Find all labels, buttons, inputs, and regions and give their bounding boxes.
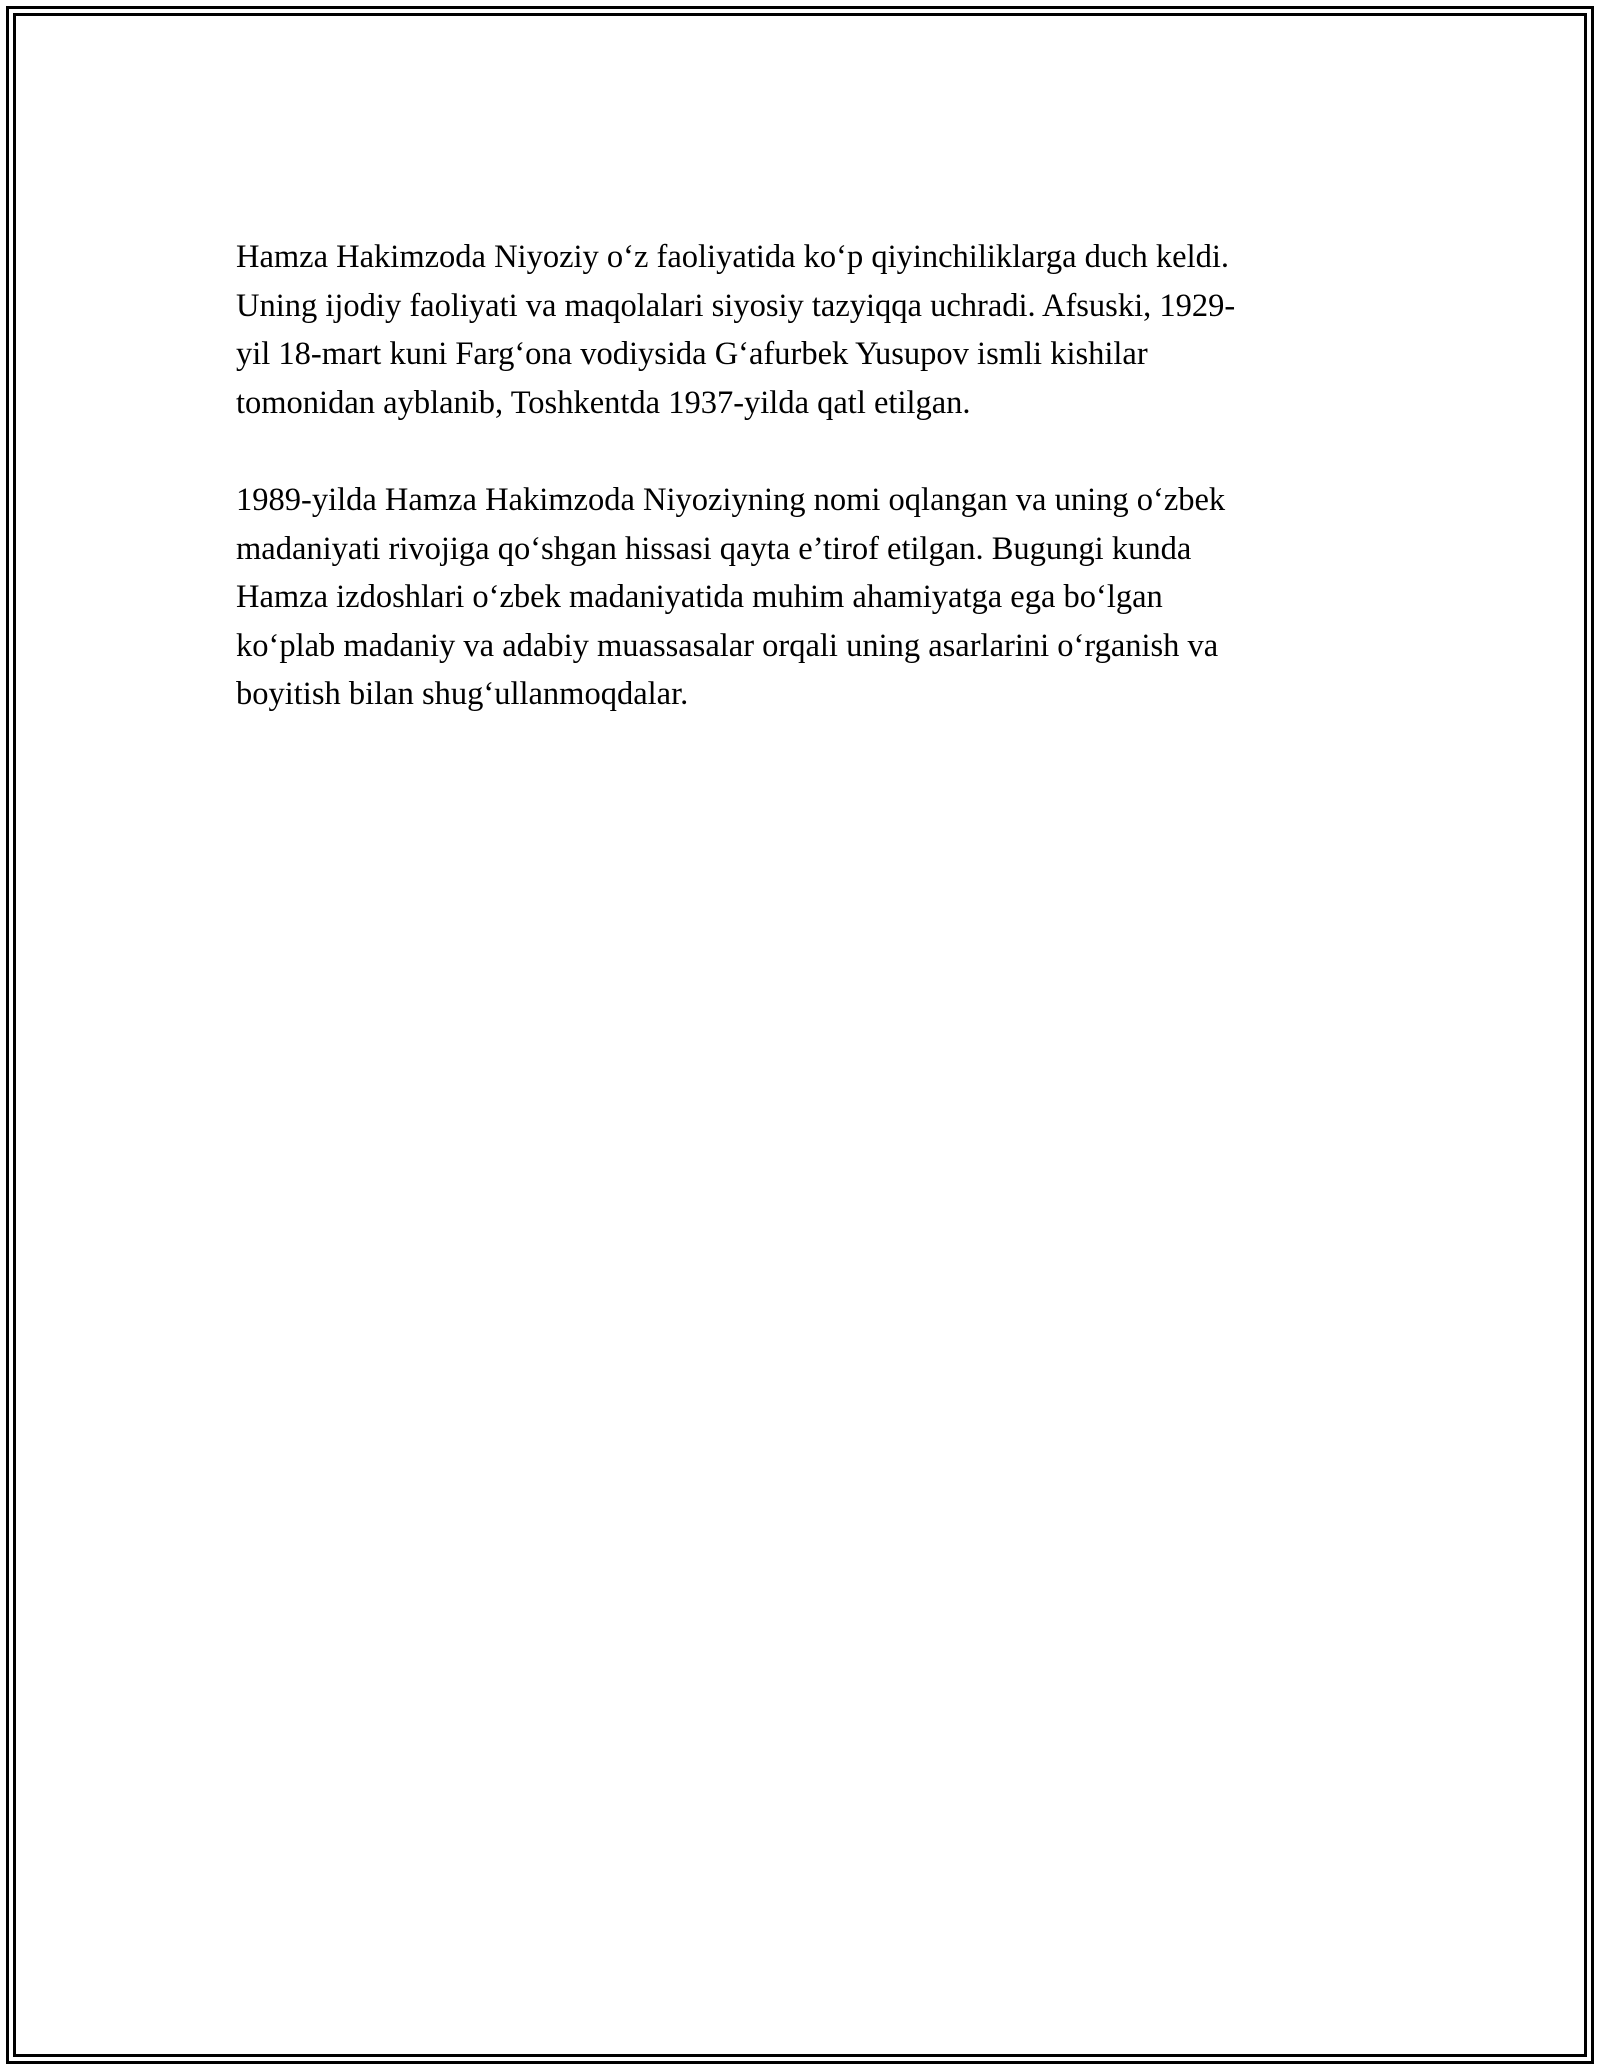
paragraph-line: yil 18-mart kuni Farg‘ona vodiysida G‘afurbek Yusupov ismli kishilar	[236, 336, 1148, 373]
paragraph-1	[236, 233, 1386, 427]
document-body	[236, 233, 1386, 719]
paragraph-2	[236, 476, 1386, 719]
paragraph-line: ko‘plab madaniy va adabiy muassasalar orqali uning asarlarini o‘rganish va	[236, 627, 1219, 664]
paragraph-line: 1989-yilda Hamza Hakimzoda Niyoziyning nomi oqlangan va uning o‘zbek	[236, 481, 1226, 518]
paragraph-line: Uning ijodiy faoliyati va maqolalari siyosiy tazyiqqa uchradi. Afsuski, 1929-	[236, 287, 1236, 324]
paragraph-line: Hamza izdoshlari o‘zbek madaniyatida muhim ahamiyatga ega bo‘lgan	[236, 579, 1163, 616]
paragraph-line: Hamza Hakimzoda Niyoziy o‘z faoliyatida ko‘p qiyinchiliklarga duch keldi.	[236, 239, 1230, 275]
paragraph-line: boyitish bilan shug‘ullanmoqdalar.	[236, 676, 689, 713]
paragraph-line: madaniyati rivojiga qo‘shgan hissasi qayta e’tirof etilgan. Bugungi kunda	[236, 530, 1192, 567]
paragraph-line: tomonidan ayblanib, Toshkentda 1937-yilda qatl etilgan.	[236, 384, 971, 421]
